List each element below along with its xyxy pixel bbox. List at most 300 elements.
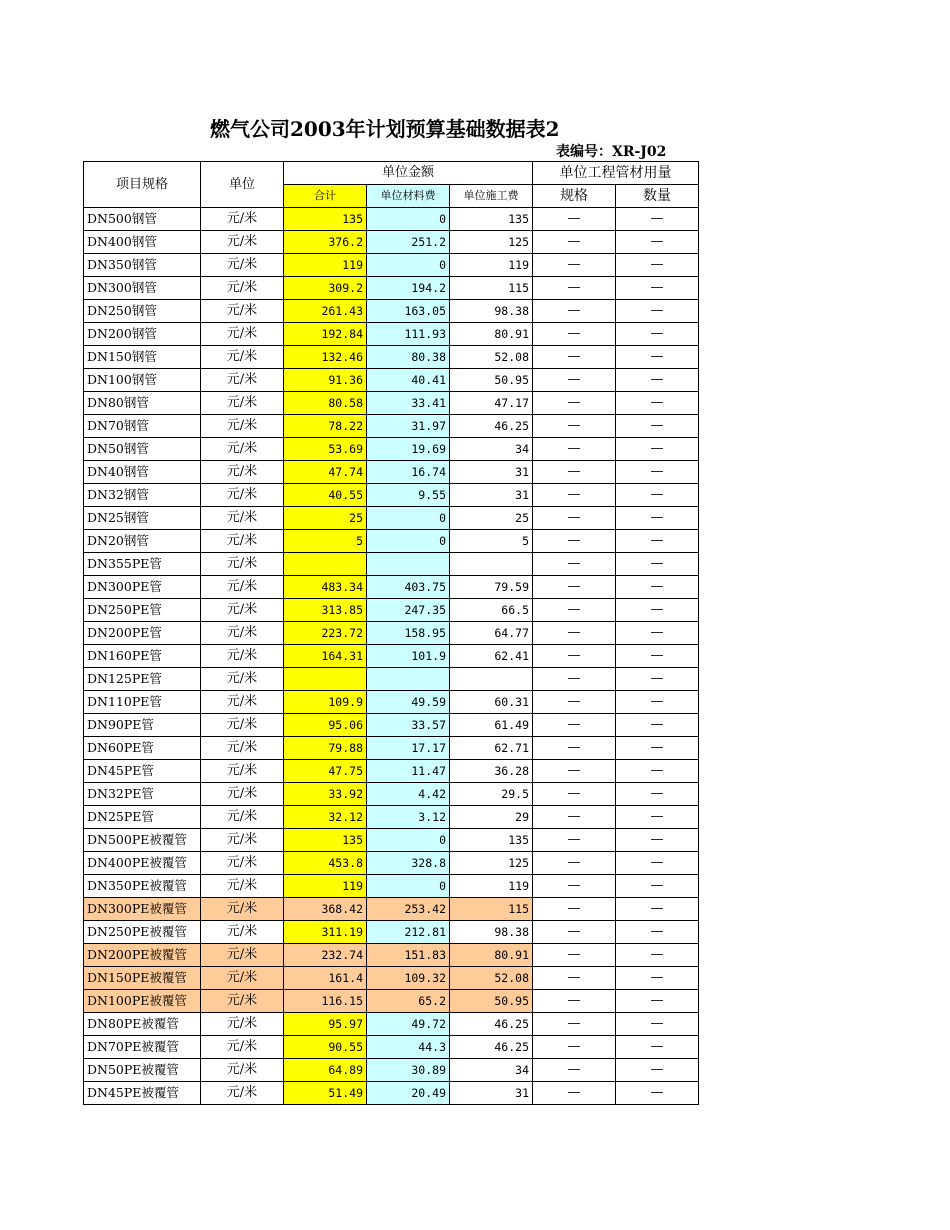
labor-cell: 98.38 [450, 300, 533, 323]
spec-cell: — [533, 668, 616, 691]
qty-cell: — [616, 921, 699, 944]
spec-cell: — [533, 553, 616, 576]
unit-cell: 元/米 [201, 1036, 284, 1059]
unit-cell: 元/米 [201, 944, 284, 967]
spec-cell: — [533, 990, 616, 1013]
table-row [84, 668, 699, 691]
labor-cell: 119 [450, 254, 533, 277]
qty-cell: — [616, 392, 699, 415]
labor-cell: 31 [450, 484, 533, 507]
spec-cell: — [533, 852, 616, 875]
table-row [84, 392, 699, 415]
total-cell: 47.75 [284, 760, 367, 783]
table-row [84, 1082, 699, 1105]
spec-cell: — [533, 438, 616, 461]
material-cell: 0 [367, 208, 450, 231]
labor-cell: 60.31 [450, 691, 533, 714]
labor-cell: 98.38 [450, 921, 533, 944]
spec-cell: — [533, 530, 616, 553]
total-cell: 311.19 [284, 921, 367, 944]
table-row [84, 461, 699, 484]
spec-cell: — [533, 576, 616, 599]
qty-cell: — [616, 967, 699, 990]
spec-cell: — [533, 1013, 616, 1036]
header-material: 单位材料费 [367, 185, 450, 208]
material-cell: 194.2 [367, 277, 450, 300]
total-cell: 32.12 [284, 806, 367, 829]
material-cell: 0 [367, 530, 450, 553]
total-cell: 309.2 [284, 277, 367, 300]
material-cell [367, 668, 450, 691]
unit-cell: 元/米 [201, 300, 284, 323]
table-row [84, 576, 699, 599]
labor-cell: 46.25 [450, 1013, 533, 1036]
total-cell: 53.69 [284, 438, 367, 461]
total-cell: 161.4 [284, 967, 367, 990]
labor-cell: 135 [450, 208, 533, 231]
table-row [84, 507, 699, 530]
qty-cell: — [616, 783, 699, 806]
item-name-cell: DN25PE管 [84, 806, 201, 829]
material-cell: 247.35 [367, 599, 450, 622]
qty-cell: — [616, 829, 699, 852]
total-cell: 232.74 [284, 944, 367, 967]
total-cell: 483.34 [284, 576, 367, 599]
table-row [84, 277, 699, 300]
labor-cell [450, 553, 533, 576]
labor-cell: 31 [450, 1082, 533, 1105]
material-cell: 33.57 [367, 714, 450, 737]
spec-cell: — [533, 323, 616, 346]
header-total: 合计 [284, 185, 367, 208]
labor-cell: 46.25 [450, 1036, 533, 1059]
table-row [84, 714, 699, 737]
table-row [84, 231, 699, 254]
unit-cell: 元/米 [201, 346, 284, 369]
total-cell: 5 [284, 530, 367, 553]
item-name-cell: DN200PE被覆管 [84, 944, 201, 967]
spec-cell: — [533, 392, 616, 415]
qty-cell: — [616, 622, 699, 645]
item-name-cell: DN45PE被覆管 [84, 1082, 201, 1105]
qty-cell: — [616, 1059, 699, 1082]
material-cell: 158.95 [367, 622, 450, 645]
spec-cell: — [533, 622, 616, 645]
table-row [84, 829, 699, 852]
table-row [84, 806, 699, 829]
table-row [84, 944, 699, 967]
total-cell: 79.88 [284, 737, 367, 760]
qty-cell: — [616, 461, 699, 484]
item-name-cell: DN250钢管 [84, 300, 201, 323]
unit-cell: 元/米 [201, 737, 284, 760]
qty-cell: — [616, 875, 699, 898]
spec-cell: — [533, 1059, 616, 1082]
qty-cell: — [616, 277, 699, 300]
material-cell: 111.93 [367, 323, 450, 346]
material-cell: 0 [367, 829, 450, 852]
spec-cell: — [533, 921, 616, 944]
unit-cell: 元/米 [201, 852, 284, 875]
unit-cell: 元/米 [201, 990, 284, 1013]
total-cell: 119 [284, 254, 367, 277]
item-name-cell: DN32钢管 [84, 484, 201, 507]
total-cell: 223.72 [284, 622, 367, 645]
material-cell: 151.83 [367, 944, 450, 967]
total-cell: 64.89 [284, 1059, 367, 1082]
qty-cell: — [616, 990, 699, 1013]
spec-cell: — [533, 760, 616, 783]
unit-cell: 元/米 [201, 760, 284, 783]
material-cell: 0 [367, 507, 450, 530]
budget-table [83, 161, 699, 1105]
spec-cell: — [533, 783, 616, 806]
spec-cell: — [533, 231, 616, 254]
table-row [84, 783, 699, 806]
spec-cell: — [533, 737, 616, 760]
table-row [84, 921, 699, 944]
qty-cell: — [616, 1036, 699, 1059]
table-row [84, 691, 699, 714]
material-cell: 251.2 [367, 231, 450, 254]
material-cell: 109.32 [367, 967, 450, 990]
item-name-cell: DN500钢管 [84, 208, 201, 231]
material-cell: 30.89 [367, 1059, 450, 1082]
unit-cell: 元/米 [201, 231, 284, 254]
spec-cell: — [533, 300, 616, 323]
spec-cell: — [533, 599, 616, 622]
item-name-cell: DN80钢管 [84, 392, 201, 415]
spec-cell: — [533, 875, 616, 898]
labor-cell: 80.91 [450, 944, 533, 967]
item-name-cell: DN355PE管 [84, 553, 201, 576]
item-name-cell: DN90PE管 [84, 714, 201, 737]
qty-cell: — [616, 254, 699, 277]
total-cell: 453.8 [284, 852, 367, 875]
qty-cell: — [616, 507, 699, 530]
qty-cell: — [616, 484, 699, 507]
total-cell: 192.84 [284, 323, 367, 346]
spec-cell: — [533, 277, 616, 300]
total-cell: 80.58 [284, 392, 367, 415]
table-row [84, 484, 699, 507]
table-row [84, 530, 699, 553]
table-row [84, 346, 699, 369]
labor-cell: 61.49 [450, 714, 533, 737]
material-cell: 16.74 [367, 461, 450, 484]
total-cell: 368.42 [284, 898, 367, 921]
unit-cell: 元/米 [201, 898, 284, 921]
item-name-cell: DN100钢管 [84, 369, 201, 392]
total-cell: 40.55 [284, 484, 367, 507]
labor-cell: 34 [450, 1059, 533, 1082]
page-title: 燃气公司2003年计划预算基础数据表2 [210, 117, 560, 141]
table-row [84, 898, 699, 921]
material-cell: 0 [367, 875, 450, 898]
spec-cell: — [533, 369, 616, 392]
unit-cell: 元/米 [201, 254, 284, 277]
item-name-cell: DN400PE被覆管 [84, 852, 201, 875]
material-cell: 9.55 [367, 484, 450, 507]
item-name-cell: DN32PE管 [84, 783, 201, 806]
labor-cell: 29.5 [450, 783, 533, 806]
material-cell: 80.38 [367, 346, 450, 369]
unit-cell: 元/米 [201, 829, 284, 852]
labor-cell: 79.59 [450, 576, 533, 599]
item-name-cell: DN350PE被覆管 [84, 875, 201, 898]
unit-cell: 元/米 [201, 783, 284, 806]
unit-cell: 元/米 [201, 369, 284, 392]
table-row [84, 645, 699, 668]
total-cell: 116.15 [284, 990, 367, 1013]
labor-cell: 5 [450, 530, 533, 553]
unit-cell: 元/米 [201, 599, 284, 622]
unit-cell: 元/米 [201, 277, 284, 300]
material-cell: 163.05 [367, 300, 450, 323]
qty-cell: — [616, 553, 699, 576]
item-name-cell: DN50PE被覆管 [84, 1059, 201, 1082]
unit-cell: 元/米 [201, 691, 284, 714]
item-name-cell: DN400钢管 [84, 231, 201, 254]
material-cell: 17.17 [367, 737, 450, 760]
labor-cell [450, 668, 533, 691]
labor-cell: 115 [450, 277, 533, 300]
item-name-cell: DN70PE被覆管 [84, 1036, 201, 1059]
qty-cell: — [616, 438, 699, 461]
unit-cell: 元/米 [201, 645, 284, 668]
spec-cell: — [533, 507, 616, 530]
unit-cell: 元/米 [201, 530, 284, 553]
qty-cell: — [616, 415, 699, 438]
item-name-cell: DN250PE管 [84, 599, 201, 622]
labor-cell: 50.95 [450, 990, 533, 1013]
qty-cell: — [616, 346, 699, 369]
labor-cell: 29 [450, 806, 533, 829]
item-name-cell: DN250PE被覆管 [84, 921, 201, 944]
table-row [84, 1059, 699, 1082]
header-row-1 [84, 162, 699, 185]
material-cell: 101.9 [367, 645, 450, 668]
item-name-cell: DN80PE被覆管 [84, 1013, 201, 1036]
labor-cell: 52.08 [450, 346, 533, 369]
qty-cell: — [616, 714, 699, 737]
qty-cell: — [616, 300, 699, 323]
header-unit: 单位 [201, 162, 284, 208]
header-labor: 单位施工费 [450, 185, 533, 208]
item-name-cell: DN150PE被覆管 [84, 967, 201, 990]
item-name-cell: DN50钢管 [84, 438, 201, 461]
item-name-cell: DN350钢管 [84, 254, 201, 277]
table-row [84, 599, 699, 622]
table-row [84, 369, 699, 392]
total-cell: 164.31 [284, 645, 367, 668]
unit-cell: 元/米 [201, 1059, 284, 1082]
spec-cell: — [533, 208, 616, 231]
labor-cell: 46.25 [450, 415, 533, 438]
table-row [84, 737, 699, 760]
spec-cell: — [533, 461, 616, 484]
unit-cell: 元/米 [201, 875, 284, 898]
table-row [84, 1013, 699, 1036]
labor-cell: 62.71 [450, 737, 533, 760]
qty-cell: — [616, 737, 699, 760]
qty-cell: — [616, 691, 699, 714]
unit-cell: 元/米 [201, 1013, 284, 1036]
total-cell: 33.92 [284, 783, 367, 806]
qty-cell: — [616, 645, 699, 668]
material-cell: 0 [367, 254, 450, 277]
material-cell: 3.12 [367, 806, 450, 829]
total-cell [284, 553, 367, 576]
table-row [84, 415, 699, 438]
material-cell: 19.69 [367, 438, 450, 461]
labor-cell: 50.95 [450, 369, 533, 392]
table-row [84, 300, 699, 323]
qty-cell: — [616, 1082, 699, 1105]
total-cell: 313.85 [284, 599, 367, 622]
item-name-cell: DN160PE管 [84, 645, 201, 668]
material-cell: 49.72 [367, 1013, 450, 1036]
item-name-cell: DN20钢管 [84, 530, 201, 553]
qty-cell: — [616, 530, 699, 553]
unit-cell: 元/米 [201, 507, 284, 530]
spec-cell: — [533, 898, 616, 921]
item-name-cell: DN70钢管 [84, 415, 201, 438]
unit-cell: 元/米 [201, 622, 284, 645]
table-row [84, 967, 699, 990]
total-cell: 119 [284, 875, 367, 898]
item-name-cell: DN300PE管 [84, 576, 201, 599]
qty-cell: — [616, 323, 699, 346]
spec-cell: — [533, 415, 616, 438]
header-spec: 规格 [533, 185, 616, 208]
item-name-cell: DN150钢管 [84, 346, 201, 369]
total-cell: 109.9 [284, 691, 367, 714]
table-row [84, 208, 699, 231]
total-cell: 261.43 [284, 300, 367, 323]
material-cell: 11.47 [367, 760, 450, 783]
labor-cell: 47.17 [450, 392, 533, 415]
labor-cell: 25 [450, 507, 533, 530]
header-item: 项目规格 [84, 162, 201, 208]
qty-cell: — [616, 668, 699, 691]
total-cell: 132.46 [284, 346, 367, 369]
item-name-cell: DN200PE管 [84, 622, 201, 645]
qty-cell: — [616, 576, 699, 599]
labor-cell: 135 [450, 829, 533, 852]
material-cell: 65.2 [367, 990, 450, 1013]
total-cell: 95.06 [284, 714, 367, 737]
labor-cell: 52.08 [450, 967, 533, 990]
qty-cell: — [616, 898, 699, 921]
total-cell: 47.74 [284, 461, 367, 484]
total-cell: 95.97 [284, 1013, 367, 1036]
table-row [84, 760, 699, 783]
item-name-cell: DN300PE被覆管 [84, 898, 201, 921]
material-cell: 253.42 [367, 898, 450, 921]
labor-cell: 36.28 [450, 760, 533, 783]
table-row [84, 553, 699, 576]
labor-cell: 115 [450, 898, 533, 921]
table-row [84, 323, 699, 346]
unit-cell: 元/米 [201, 323, 284, 346]
qty-cell: — [616, 599, 699, 622]
labor-cell: 34 [450, 438, 533, 461]
header-pipe-group: 单位工程管材用量 [533, 162, 699, 185]
material-cell: 4.42 [367, 783, 450, 806]
qty-cell: — [616, 231, 699, 254]
spec-cell: — [533, 944, 616, 967]
spec-cell: — [533, 1036, 616, 1059]
material-cell: 44.3 [367, 1036, 450, 1059]
table-row [84, 254, 699, 277]
labor-cell: 125 [450, 852, 533, 875]
unit-cell: 元/米 [201, 921, 284, 944]
item-name-cell: DN25钢管 [84, 507, 201, 530]
table-row [84, 990, 699, 1013]
total-cell: 51.49 [284, 1082, 367, 1105]
qty-cell: — [616, 852, 699, 875]
spec-cell: — [533, 346, 616, 369]
unit-cell: 元/米 [201, 392, 284, 415]
item-name-cell: DN100PE被覆管 [84, 990, 201, 1013]
item-name-cell: DN500PE被覆管 [84, 829, 201, 852]
labor-cell: 31 [450, 461, 533, 484]
qty-cell: — [616, 806, 699, 829]
item-name-cell: DN300钢管 [84, 277, 201, 300]
spec-cell: — [533, 967, 616, 990]
item-name-cell: DN110PE管 [84, 691, 201, 714]
unit-cell: 元/米 [201, 208, 284, 231]
unit-cell: 元/米 [201, 553, 284, 576]
total-cell: 90.55 [284, 1036, 367, 1059]
unit-cell: 元/米 [201, 967, 284, 990]
unit-cell: 元/米 [201, 415, 284, 438]
spec-cell: — [533, 645, 616, 668]
table-row [84, 875, 699, 898]
item-name-cell: DN200钢管 [84, 323, 201, 346]
spec-cell: — [533, 806, 616, 829]
unit-cell: 元/米 [201, 438, 284, 461]
labor-cell: 64.77 [450, 622, 533, 645]
table-row [84, 622, 699, 645]
material-cell: 212.81 [367, 921, 450, 944]
item-name-cell: DN40钢管 [84, 461, 201, 484]
labor-cell: 80.91 [450, 323, 533, 346]
item-name-cell: DN125PE管 [84, 668, 201, 691]
unit-cell: 元/米 [201, 668, 284, 691]
material-cell: 33.41 [367, 392, 450, 415]
header-amount-group: 单位金额 [284, 162, 533, 185]
material-cell: 49.59 [367, 691, 450, 714]
unit-cell: 元/米 [201, 1082, 284, 1105]
spec-cell: — [533, 714, 616, 737]
table-row [84, 852, 699, 875]
labor-cell: 66.5 [450, 599, 533, 622]
unit-cell: 元/米 [201, 576, 284, 599]
qty-cell: — [616, 760, 699, 783]
unit-cell: 元/米 [201, 806, 284, 829]
labor-cell: 119 [450, 875, 533, 898]
labor-cell: 62.41 [450, 645, 533, 668]
material-cell: 20.49 [367, 1082, 450, 1105]
qty-cell: — [616, 1013, 699, 1036]
material-cell: 403.75 [367, 576, 450, 599]
qty-cell: — [616, 208, 699, 231]
qty-cell: — [616, 369, 699, 392]
qty-cell: — [616, 944, 699, 967]
table-row [84, 1036, 699, 1059]
